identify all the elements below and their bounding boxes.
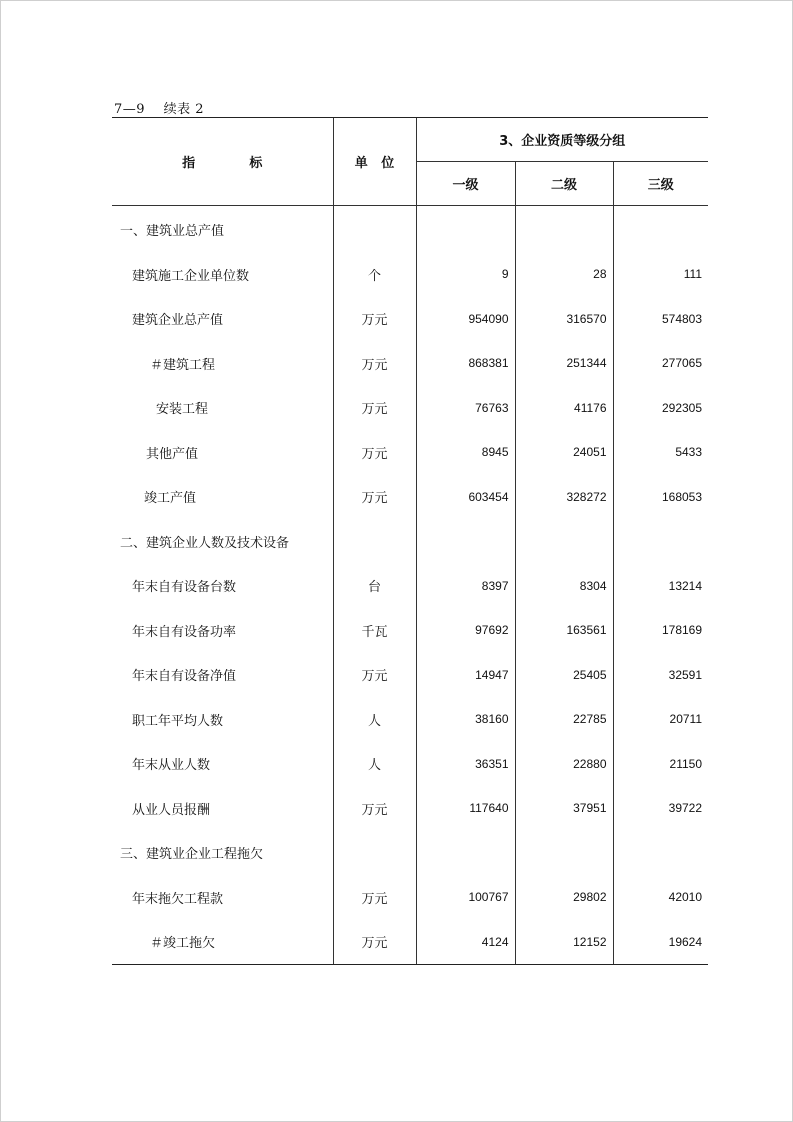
row-value: 328272 [515, 475, 613, 520]
row-value: 4124 [416, 920, 515, 965]
table-row [112, 831, 708, 876]
row-value: 13214 [613, 564, 708, 609]
row-value: 292305 [613, 386, 708, 431]
row-value: 20711 [613, 697, 708, 742]
row-unit: 万元 [333, 386, 416, 431]
row-value: 574803 [613, 297, 708, 342]
header-indicator: 指 标 [112, 118, 333, 206]
table-row [112, 608, 708, 653]
row-label: 一、建筑业总产值 [120, 223, 225, 239]
row-unit [333, 519, 416, 564]
row-value: 97692 [416, 608, 515, 653]
row-label: 其他产值 [146, 446, 199, 462]
table-row [112, 920, 708, 965]
row-label: 职工年平均人数 [132, 713, 224, 729]
row-value: 111 [613, 252, 708, 297]
row-unit: 万元 [333, 653, 416, 698]
row-value: 603454 [416, 475, 515, 520]
row-unit [333, 206, 416, 253]
row-unit: 万元 [333, 297, 416, 342]
row-value: 21150 [613, 742, 708, 787]
row-value: 14947 [416, 653, 515, 698]
row-value: 22880 [515, 742, 613, 787]
row-value: 37951 [515, 786, 613, 831]
table-row [112, 697, 708, 742]
row-value [515, 519, 613, 564]
row-value: 868381 [416, 341, 515, 386]
row-unit: 人 [333, 697, 416, 742]
row-unit: 万元 [333, 786, 416, 831]
table-row [112, 742, 708, 787]
row-value: 29802 [515, 875, 613, 920]
row-value: 28 [515, 252, 613, 297]
row-value: 39722 [613, 786, 708, 831]
row-label: 年末自有设备台数 [132, 580, 237, 596]
row-value: 5433 [613, 430, 708, 475]
header-unit: 单 位 [333, 118, 416, 206]
table-row [112, 519, 708, 564]
row-value: 277065 [613, 341, 708, 386]
row-unit: 万元 [333, 875, 416, 920]
row-label: 年末拖欠工程款 [132, 891, 224, 907]
row-value [613, 831, 708, 876]
row-value [515, 206, 613, 253]
row-label: 建筑施工企业单位数 [132, 268, 250, 284]
row-label: 竣工产值 [144, 491, 197, 507]
row-label: 安装工程 [156, 402, 209, 418]
row-unit: 千瓦 [333, 608, 416, 653]
row-value: 8397 [416, 564, 515, 609]
row-value: 168053 [613, 475, 708, 520]
row-value: 316570 [515, 297, 613, 342]
row-value [613, 206, 708, 253]
row-value: 954090 [416, 297, 515, 342]
row-unit: 万元 [333, 341, 416, 386]
row-label: 年末从业人数 [132, 758, 211, 774]
table-row [112, 564, 708, 609]
table-row [112, 475, 708, 520]
row-value: 32591 [613, 653, 708, 698]
row-value: 38160 [416, 697, 515, 742]
table-row [112, 206, 708, 253]
row-value [515, 831, 613, 876]
row-unit [333, 831, 416, 876]
row-value: 25405 [515, 653, 613, 698]
row-label: 从业人员报酬 [132, 802, 211, 818]
row-value: 163561 [515, 608, 613, 653]
row-value: 8304 [515, 564, 613, 609]
row-unit: 台 [333, 564, 416, 609]
row-label: 三、建筑业企业工程拖欠 [120, 847, 264, 863]
row-value: 19624 [613, 920, 708, 965]
table-row [112, 653, 708, 698]
row-value: 178169 [613, 608, 708, 653]
row-value [416, 519, 515, 564]
row-value: 251344 [515, 341, 613, 386]
table-row [112, 786, 708, 831]
row-unit: 个 [333, 252, 416, 297]
row-value: 36351 [416, 742, 515, 787]
row-value: 12152 [515, 920, 613, 965]
row-value: 22785 [515, 697, 613, 742]
header-col-grade-3: 三级 [613, 162, 708, 206]
row-value [416, 831, 515, 876]
row-value: 8945 [416, 430, 515, 475]
row-label: 二、建筑企业人数及技术设备 [120, 535, 290, 551]
row-unit: 万元 [333, 475, 416, 520]
row-value: 100767 [416, 875, 515, 920]
row-label: ＃竣工拖欠 [112, 920, 333, 965]
table-caption: 7—9 续表 2 [114, 102, 204, 117]
row-value: 42010 [613, 875, 708, 920]
row-value: 76763 [416, 386, 515, 431]
row-value [613, 519, 708, 564]
row-unit: 人 [333, 742, 416, 787]
row-label: 建筑企业总产值 [132, 313, 224, 329]
table-row [112, 252, 708, 297]
row-value [416, 206, 515, 253]
header-col-grade-2: 二级 [515, 162, 613, 206]
row-label: 年末自有设备功率 [132, 624, 237, 640]
statistics-table [112, 117, 708, 965]
row-value: 117640 [416, 786, 515, 831]
row-unit: 万元 [333, 920, 416, 965]
table-row [112, 341, 708, 386]
header-group-title: 3、企业资质等级分组 [416, 118, 708, 162]
row-label: ＃建筑工程 [150, 357, 216, 373]
header-col-grade-1: 一级 [416, 162, 515, 206]
row-label: 年末自有设备净值 [132, 669, 237, 685]
table-row [112, 386, 708, 431]
row-unit: 万元 [333, 430, 416, 475]
row-value: 24051 [515, 430, 613, 475]
row-value: 41176 [515, 386, 613, 431]
table-row [112, 430, 708, 475]
row-value: 9 [416, 252, 515, 297]
table-row [112, 875, 708, 920]
table-row [112, 297, 708, 342]
